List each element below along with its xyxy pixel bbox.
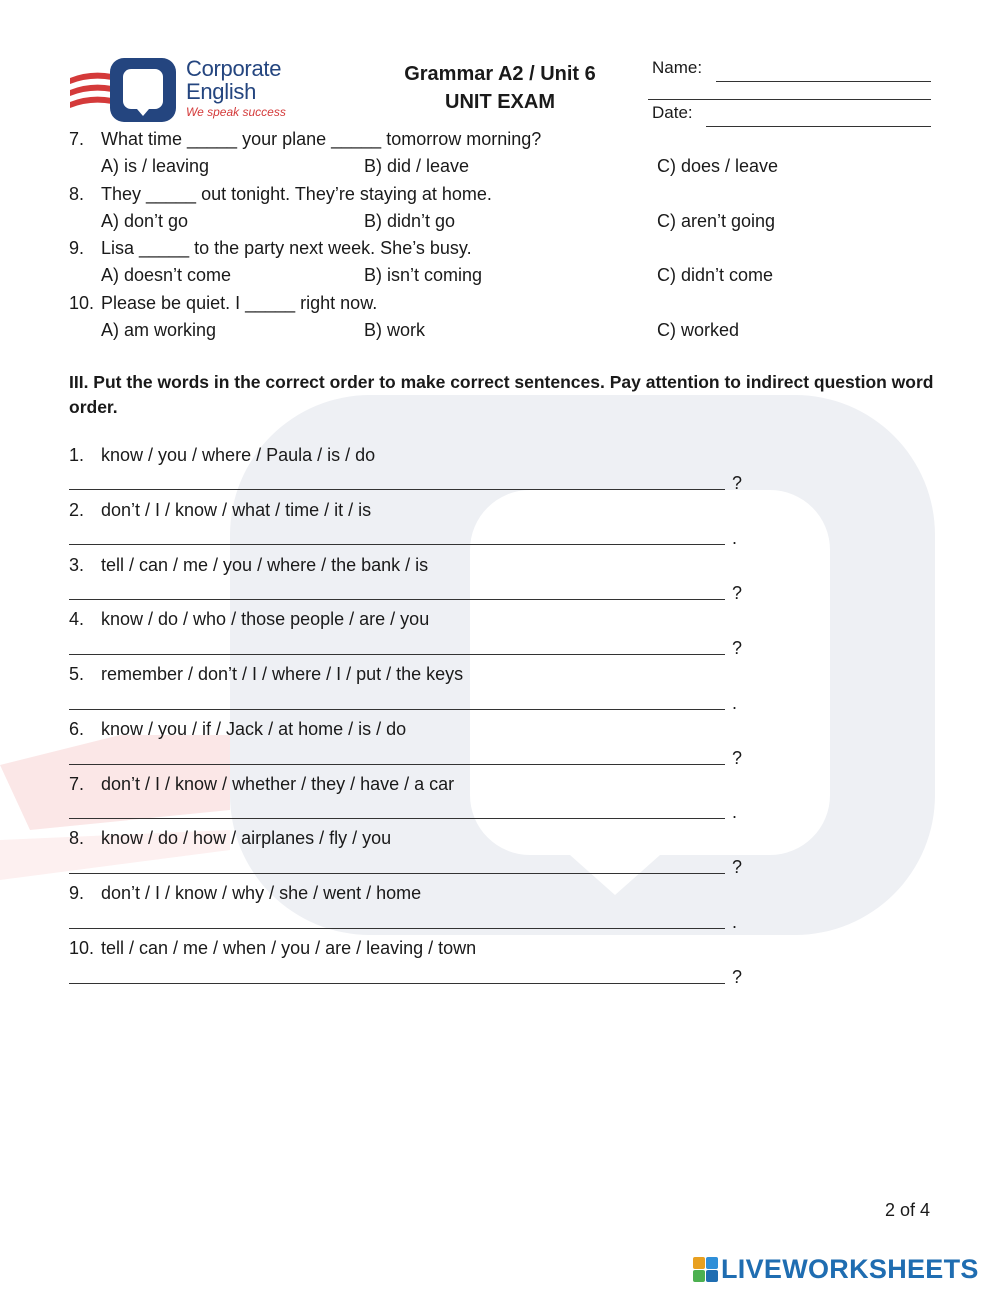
item-number: 7.	[69, 774, 85, 794]
question-9	[0, 235, 1000, 261]
date-field[interactable]	[648, 103, 933, 127]
question-9-options	[0, 262, 1000, 288]
item-words: remember / don’t / I / where / I / put / the keys	[101, 664, 464, 684]
option-c[interactable]: C) aren’t going	[657, 211, 776, 231]
question-text: They _____ out tonight. They’re staying at home.	[101, 184, 492, 204]
end-punctuation: ?	[732, 583, 743, 603]
section-3-heading: III. Put the words in the correct order to make correct sentences. Pay attention to indirect question word order.	[69, 372, 934, 417]
date-label: Date:	[652, 103, 693, 122]
liveworksheets-logo-icon	[693, 1257, 719, 1283]
exam-title-line2: UNIT EXAM	[445, 91, 555, 113]
end-punctuation: ?	[732, 748, 743, 768]
name-field[interactable]	[648, 58, 933, 82]
option-b[interactable]: B) didn’t go	[364, 211, 456, 231]
item-words: know / you / where / Paula / is / do	[101, 445, 376, 465]
option-c[interactable]: C) does / leave	[657, 156, 779, 176]
item-number: 1.	[69, 445, 85, 465]
student-info-fields	[648, 58, 933, 127]
item-words: don’t / I / know / what / time / it / is	[101, 500, 372, 520]
answer-line[interactable]	[69, 544, 725, 545]
option-a[interactable]: A) don’t go	[101, 211, 189, 231]
answer-line[interactable]	[69, 764, 725, 765]
word-order-item	[0, 497, 1000, 523]
end-punctuation: ?	[732, 967, 743, 987]
item-words: know / do / how / airplanes / fly / you	[101, 828, 392, 848]
name-label: Name:	[652, 58, 703, 77]
answer-line[interactable]	[69, 983, 725, 984]
question-8-options	[0, 208, 1000, 234]
question-7	[0, 126, 1000, 152]
item-words: don’t / I / know / why / she / went / home	[101, 883, 422, 903]
liveworksheets-wordmark: LIVEWORKSHEETS	[721, 1254, 979, 1284]
word-order-item	[0, 442, 1000, 468]
end-punctuation: .	[732, 693, 738, 713]
logo-word-english: English	[186, 79, 257, 104]
item-words: tell / can / me / you / where / the bank / is	[101, 555, 429, 575]
word-order-item	[0, 661, 1000, 687]
option-a[interactable]: A) am working	[101, 320, 217, 340]
item-words: know / do / who / those people / are / you	[101, 609, 430, 629]
question-10-options	[0, 317, 1000, 343]
answer-line[interactable]	[69, 709, 725, 710]
word-order-item	[0, 771, 1000, 797]
question-10	[0, 290, 1000, 316]
option-a[interactable]: A) doesn’t come	[101, 265, 232, 285]
exam-title-line1: Grammar A2 / Unit 6	[404, 63, 596, 85]
item-number: 10.	[69, 938, 95, 958]
item-number: 5.	[69, 664, 85, 684]
question-7-options	[0, 153, 1000, 179]
word-order-item	[0, 880, 1000, 906]
end-punctuation: .	[732, 528, 738, 548]
item-number: 2.	[69, 500, 85, 520]
flag-speech-bubble-icon	[68, 56, 188, 126]
question-number: 7.	[69, 129, 85, 149]
word-order-item	[0, 606, 1000, 632]
answer-line[interactable]	[69, 873, 725, 874]
answer-line[interactable]	[69, 654, 725, 655]
name-field-second-line[interactable]	[648, 82, 933, 100]
question-number: 10.	[69, 293, 95, 313]
question-text: Lisa _____ to the party next week. She’s busy.	[101, 238, 472, 258]
option-b[interactable]: B) work	[364, 320, 426, 340]
name-input-line-2[interactable]	[648, 99, 931, 100]
answer-line[interactable]	[69, 928, 725, 929]
exam-title	[370, 60, 630, 116]
item-number: 3.	[69, 555, 85, 575]
item-number: 9.	[69, 883, 85, 903]
item-words: tell / can / me / when / you / are / leaving / town	[101, 938, 477, 958]
logo-tagline: We speak success	[186, 105, 286, 119]
end-punctuation: ?	[732, 638, 743, 658]
word-order-item	[0, 552, 1000, 578]
word-order-item	[0, 825, 1000, 851]
answer-line[interactable]	[69, 599, 725, 600]
end-punctuation: .	[732, 912, 738, 932]
end-punctuation: .	[732, 802, 738, 822]
question-8	[0, 181, 1000, 207]
word-order-item	[0, 935, 1000, 961]
item-words: know / you / if / Jack / at home / is / do	[101, 719, 407, 739]
answer-line[interactable]	[69, 818, 725, 819]
end-punctuation: ?	[732, 857, 743, 877]
question-text: Please be quiet. I _____ right now.	[101, 293, 378, 313]
option-a[interactable]: A) is / leaving	[101, 156, 210, 176]
question-number: 9.	[69, 238, 85, 258]
option-c[interactable]: C) worked	[657, 320, 740, 340]
option-b[interactable]: B) isn’t coming	[364, 265, 483, 285]
item-words: don’t / I / know / whether / they / have / a car	[101, 774, 455, 794]
item-number: 8.	[69, 828, 85, 848]
logo-word-corporate: Corporate	[186, 56, 282, 81]
corporate-english-logo	[68, 56, 308, 126]
question-number: 8.	[69, 184, 85, 204]
end-punctuation: ?	[732, 473, 743, 493]
page-number: 2 of 4	[884, 1200, 930, 1220]
option-c[interactable]: C) didn’t come	[657, 265, 774, 285]
question-text: What time _____ your plane _____ tomorrow morning?	[101, 129, 542, 149]
option-b[interactable]: B) did / leave	[364, 156, 470, 176]
answer-line[interactable]	[69, 489, 725, 490]
item-number: 4.	[69, 609, 85, 629]
item-number: 6.	[69, 719, 85, 739]
word-order-item	[0, 716, 1000, 742]
